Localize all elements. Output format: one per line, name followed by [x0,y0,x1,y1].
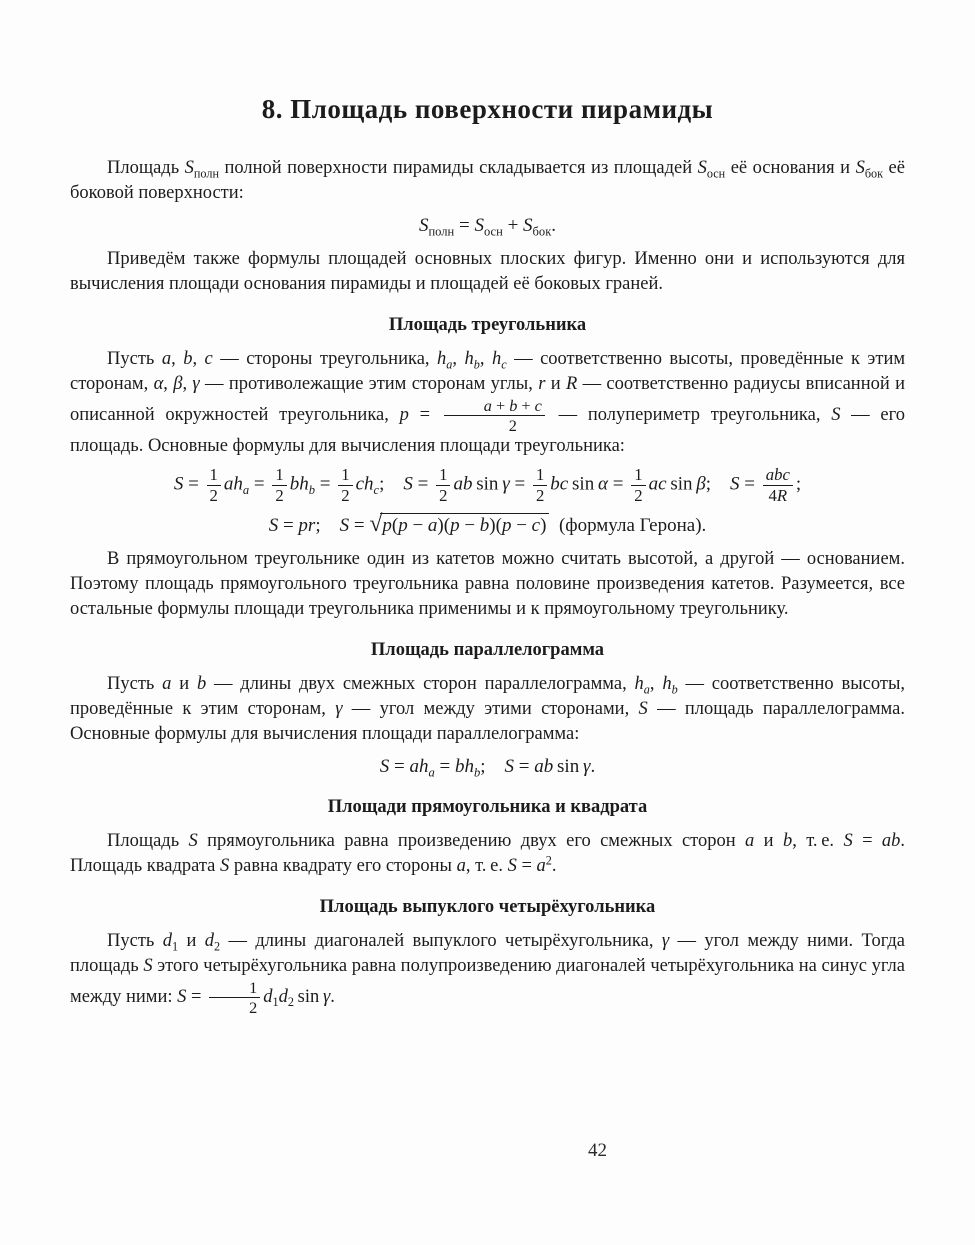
section-heading-parallelogram: Площадь параллелограмма [370,640,605,661]
section-heading-rectangle-square: Площади прямоугольника и квадрата [327,797,648,818]
parallelogram-formulas: $S = ah_a = bh_b$; S = ab sin γ. [379,756,596,780]
triangle-formulas-line-1: S = $\frac{1}{2}$ $ah_a$ = $\frac{1}{2}$ $bh_b$ = $\frac{1}{2}$ $ch_c$; S = $\frac{1}{2}$ ab sin γ = $\frac{1}{2}$ bc sin α = $\frac{1}{2}$ ac sin β; S = abc 4R ; [173,465,802,505]
quadrilateral-paragraph: Пусть $d_1$ и $d_2$ — длины диагоналей выпуклого четырёхугольника, γ — угол между ними. Тогда площадь S этого четырёхугольника равна полупроизведению диагоналей четырёхугольника на синус угла между ними: S = $\frac{1}{2}$ $d_1d_2$ sin γ. [70,931,905,1018]
page-title: 8. Площадь поверхности пирамиды [261,94,714,124]
page-number: 42 [588,1140,607,1161]
formula-total-surface: $S_{полн} = S_{осн} + S_{бок}$. [418,215,557,239]
parallelogram-paragraph: Пусть a и b — длины двух смежных сторон параллелограмма, $h_a$, $h_b$ — соответственно высоты, проведённые к этим сторонам, γ — угол между этими сторонами, S — площадь параллелограмма. Основные формулы для вычисления площади параллелограмма: [70,674,906,745]
rectangle-square-paragraph: Площадь S прямоугольника равна произведению двух его смежных сторон a и b, т. е. S = ab. Площадь квадрата S равна квадрату его стороны a, т. е. $S = a^2$. [70,831,905,877]
intro-paragraph-1: Площадь $S_{полн}$ полной поверхности пирамиды складывается из площадей $S_{осн}$ её основания и $S_{бок}$ её боковой поверхности: [70,158,905,203]
triangle-formulas-line-2: S = pr; S = √p(p − a)(p − b)(p − c) (формула Герона). [268,511,707,538]
triangle-paragraph-1: Пусть a, b, c — стороны треугольника, $h_a$, $h_b$, $h_c$ — соответственно высоты, проведённые к этим сторонам, α, β, γ — противолежащие этим сторонам углы, r и R — соответственно радиусы вписанной и описанной окружностей треугольника, p = $\frac{a + b + c}{2}$ — полупериметр треугольника, S — его площадь. Основные формулы для вычисления площади треугольника: [70,349,906,457]
intro-paragraph-2: Приведём также формулы площадей основных плоских фигур. Именно они и используются для вычисления площади основания пирамиды и площадей её боковых граней. [70,249,905,294]
section-heading-quadrilateral: Площадь выпуклого четырёхугольника [319,897,656,918]
triangle-paragraph-2: В прямоугольном треугольнике один из катетов можно считать высотой, а другой — основанием. Поэтому площадь прямоугольного треугольника равна половине произведения катетов. Разумеется, все остальные формулы площади треугольника применимы и к прямоугольному треугольнику. [70,549,905,620]
section-heading-triangle: Площадь треугольника [388,315,587,335]
